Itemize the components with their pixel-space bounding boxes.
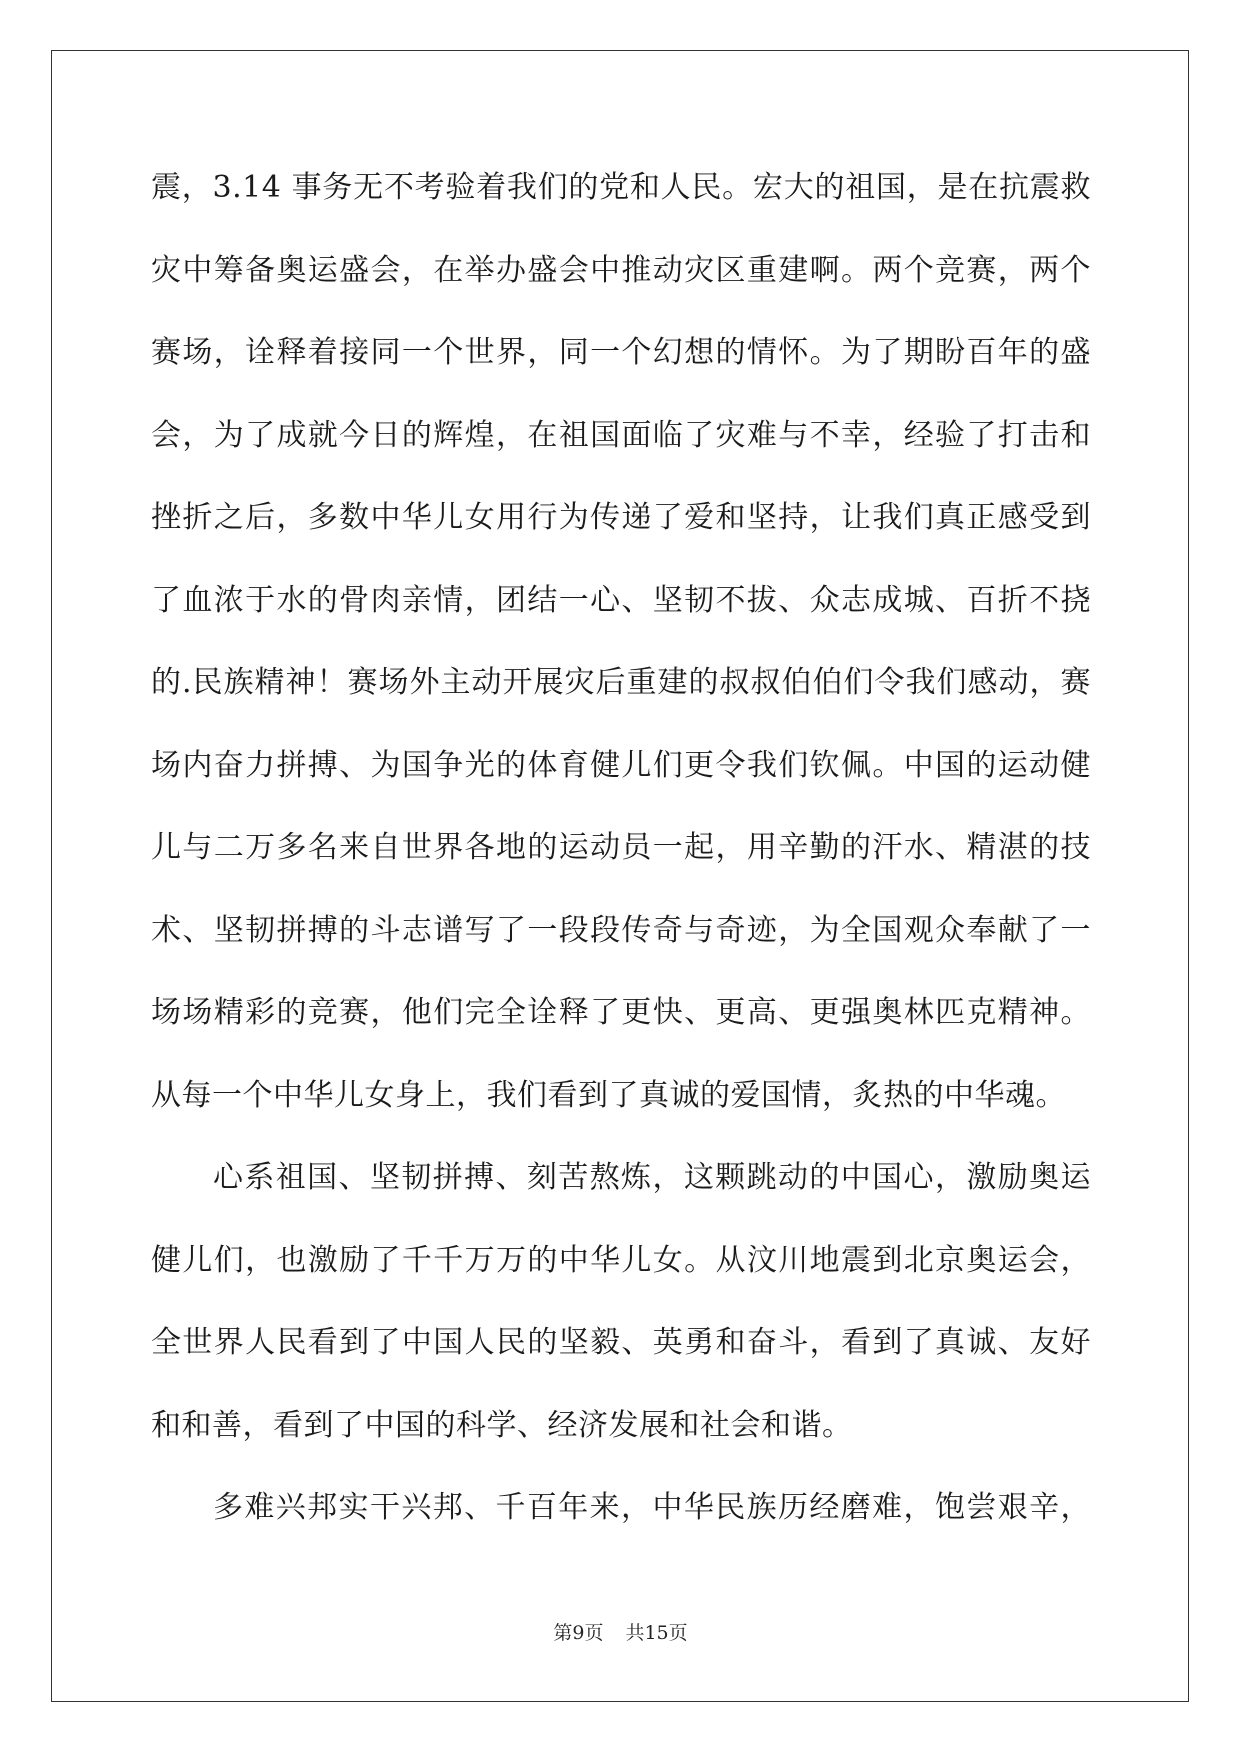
body-line: 震，3.14 事务无不考验着我们的党和人民。宏大的祖国，是在抗震救 <box>151 170 1091 205</box>
body-line: 和和善，看到了中国的科学、经济发展和社会和谐。 <box>151 1407 853 1443</box>
body-line: 儿与二万多名来自世界各地的运动员一起，用辛勤的汗水、精湛的技 <box>151 830 1091 865</box>
body-line: 了血浓于水的骨肉亲情，团结一心、坚韧不拔、众志成城、百折不挠 <box>151 582 1091 618</box>
body-line: 的.民族精神！赛场外主动开展灾后重建的叔叔伯伯们令我们感动，赛 <box>151 665 1091 700</box>
body-line: 会，为了成就今日的辉煌，在祖国面临了灾难与不幸，经验了打击和 <box>151 417 1091 453</box>
document-body <box>151 158 1091 1561</box>
body-line: 健儿们，也激励了千千万万的中华儿女。从汶川地震到北京奥运会， <box>151 1242 1091 1278</box>
body-line: 术、坚韧拼搏的斗志谱写了一段段传奇与奇迹，为全国观众奉献了一 <box>151 912 1091 948</box>
page-footer <box>0 1618 1241 1645</box>
page-number: 第9页 <box>553 1622 604 1644</box>
body-line: 赛场，诠释着接同一个世界，同一个幻想的情怀。为了期盼百年的盛 <box>151 335 1091 370</box>
body-line: 多难兴邦实干兴邦、千百年来，中华民族历经磨难，饱尝艰辛， <box>213 1490 1091 1525</box>
body-line: 灾中筹备奥运盛会，在举办盛会中推动灾区重建啊。两个竞赛，两个 <box>151 252 1091 288</box>
body-line: 挫折之后，多数中华儿女用行为传递了爱和坚持，让我们真正感受到 <box>151 500 1091 535</box>
body-line: 心系祖国、坚韧拼搏、刻苦熬炼，这颗跳动的中国心，激励奥运 <box>213 1160 1091 1195</box>
body-line: 场场精彩的竞赛，他们完全诠释了更快、更高、更强奥林匹克精神。 <box>151 995 1091 1030</box>
page-total: 共15页 <box>625 1622 688 1644</box>
body-line: 从每一个中华儿女身上，我们看到了真诚的爱国情，炙热的中华魂。 <box>151 1077 1066 1113</box>
body-line: 全世界人民看到了中国人民的坚毅、英勇和奋斗，看到了真诚、友好 <box>151 1325 1091 1360</box>
body-line: 场内奋力拼搏、为国争光的体育健儿们更令我们钦佩。中国的运动健 <box>151 747 1091 783</box>
